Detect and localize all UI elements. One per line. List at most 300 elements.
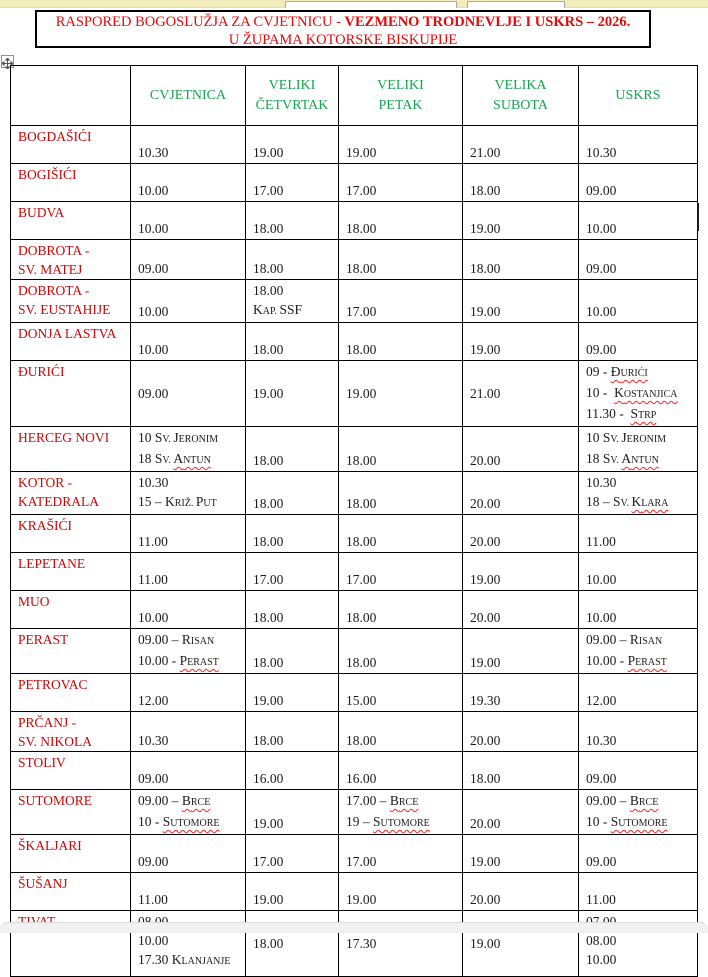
- column-header-line: VELIKI: [268, 77, 316, 93]
- time-cell[interactable]: [579, 835, 698, 873]
- title-line1-bold: VEZMENO TRODNEVLJE I USKRS – 2026.: [344, 14, 631, 30]
- schedule-table: [10, 65, 698, 977]
- time-cell[interactable]: [131, 202, 246, 240]
- spellcheck-underline: ERAST: [187, 657, 219, 668]
- cell-line: 10.00: [586, 952, 617, 967]
- cell-line: 09.00: [586, 771, 617, 786]
- time-cell[interactable]: [246, 515, 339, 553]
- time-cell[interactable]: [246, 911, 339, 977]
- column-header-line: PETAK: [378, 97, 423, 113]
- cell-line: 19.00: [346, 892, 377, 907]
- cell-line: 21.00: [470, 385, 501, 401]
- time-cell[interactable]: [579, 553, 698, 591]
- time-cell[interactable]: [339, 591, 463, 629]
- cell-line: 18.00: [253, 342, 284, 357]
- time-cell[interactable]: [131, 835, 246, 873]
- cell-line: 19.00: [253, 693, 284, 708]
- cell-line: 10.00 - PERAST: [586, 653, 667, 668]
- cell-line: 10 SV. JERONIM: [138, 430, 219, 445]
- cell-line: 09.00 – RISAN: [586, 632, 663, 647]
- time-cell[interactable]: [339, 873, 463, 911]
- cell-line: 08.00: [586, 933, 617, 948]
- table-row: [11, 240, 698, 280]
- time-cell[interactable]: [131, 280, 246, 323]
- toolbar-dropdown-fragment: [467, 1, 565, 8]
- cell-line: 10 SV. JERONIM: [586, 430, 667, 445]
- spellcheck-underline: A: [173, 451, 184, 466]
- spellcheck-underline: RCE: [398, 797, 419, 808]
- time-cell[interactable]: [339, 164, 463, 202]
- cell-line: 19.00: [346, 145, 377, 160]
- cell-line: 17.00: [253, 572, 284, 587]
- cell-line: 19.00: [253, 385, 284, 401]
- cell-line: 09.00: [586, 183, 617, 198]
- cell-line: 18.00: [346, 610, 377, 625]
- spellcheck-underline: K: [631, 494, 642, 509]
- table-row: [11, 790, 698, 835]
- time-cell[interactable]: [131, 164, 246, 202]
- cell-line: 17.30 KLANJANJE: [138, 952, 231, 967]
- time-cell[interactable]: [131, 361, 246, 427]
- time-cell[interactable]: [339, 674, 463, 712]
- spellcheck-underline: UTOMORE: [170, 818, 220, 829]
- cell-line: 18.00: [346, 496, 377, 511]
- time-cell[interactable]: [246, 712, 339, 752]
- time-cell[interactable]: [463, 591, 579, 629]
- spellcheck-underline: TRP: [638, 410, 657, 421]
- parish-name-cell[interactable]: [11, 790, 131, 835]
- time-cell[interactable]: [131, 911, 246, 977]
- cell-line: 20.00: [470, 534, 501, 549]
- time-cell[interactable]: [131, 126, 246, 164]
- parish-name-cell[interactable]: [11, 629, 131, 674]
- cell-line: 19.30: [470, 693, 501, 708]
- cell-line: 10.00: [138, 304, 169, 319]
- time-cell[interactable]: [463, 240, 579, 280]
- time-cell[interactable]: [339, 240, 463, 280]
- cell-line: 18.00: [253, 733, 284, 748]
- time-cell[interactable]: [463, 427, 579, 472]
- cell-line: 12.00: [586, 693, 617, 708]
- time-cell[interactable]: [579, 472, 698, 515]
- cell-line: 19.00: [470, 854, 501, 869]
- title-line-1: [37, 14, 649, 32]
- column-header[interactable]: [579, 66, 698, 126]
- time-cell[interactable]: [463, 515, 579, 553]
- time-cell[interactable]: [339, 911, 463, 977]
- spellcheck-underline: Đ: [610, 364, 621, 379]
- table-row: [11, 674, 698, 712]
- parish-name-cell[interactable]: [11, 280, 131, 323]
- parish-name-line: KRAŠIĆI: [18, 518, 73, 533]
- parish-name-cell[interactable]: [11, 164, 131, 202]
- table-row: [11, 752, 698, 790]
- cell-line: 11.00: [138, 572, 168, 587]
- parish-name-cell[interactable]: [11, 472, 131, 515]
- cell-line: 18 SV. ANTUN: [586, 451, 659, 466]
- spellcheck-underline: B: [389, 793, 399, 808]
- time-cell[interactable]: [463, 752, 579, 790]
- parish-name-cell[interactable]: [11, 323, 131, 361]
- header-row: [11, 66, 698, 126]
- cell-line: 19.00: [470, 935, 501, 951]
- toolbar-dropdown-fragment: [285, 1, 457, 8]
- time-cell[interactable]: [246, 164, 339, 202]
- time-cell[interactable]: [131, 752, 246, 790]
- time-cell[interactable]: [463, 126, 579, 164]
- cell-line: 15 – KRIŽ. PUT: [138, 494, 217, 509]
- table-row: [11, 515, 698, 553]
- cell-line: KAP. SSF: [253, 302, 302, 317]
- time-cell[interactable]: [579, 427, 698, 472]
- parish-name-line: DONJA LASTVA: [18, 326, 117, 341]
- schedule-title-box: [35, 10, 651, 48]
- cell-line: 10.00: [586, 610, 617, 625]
- time-cell[interactable]: [246, 323, 339, 361]
- time-cell[interactable]: [131, 323, 246, 361]
- cell-line: 18.00: [253, 610, 284, 625]
- parish-name-cell[interactable]: [11, 911, 131, 977]
- table-row: [11, 323, 698, 361]
- cell-line: 10 - SUTOMORE: [138, 814, 220, 829]
- spellcheck-underline: B: [181, 793, 191, 808]
- time-cell[interactable]: [246, 835, 339, 873]
- time-cell[interactable]: [339, 515, 463, 553]
- cell-line: 09.00: [138, 854, 169, 869]
- column-header[interactable]: [246, 66, 339, 126]
- time-cell[interactable]: [579, 361, 698, 427]
- cell-line: 18.00: [253, 283, 284, 298]
- cell-line: 10.30: [586, 475, 617, 490]
- cell-line: 18.00: [346, 733, 377, 748]
- table-row: [11, 591, 698, 629]
- time-cell[interactable]: [246, 629, 339, 674]
- cell-line: 11.30 - STRP: [586, 406, 657, 421]
- cell-line: 20.00: [470, 733, 501, 748]
- spellcheck-underline: P: [179, 653, 188, 668]
- spellcheck-underline: P: [627, 653, 636, 668]
- column-header-line: USKRS: [615, 87, 661, 103]
- time-cell[interactable]: [579, 629, 698, 674]
- table-row: [11, 427, 698, 472]
- cell-line: 09.00: [586, 261, 617, 276]
- cell-line: 09.00 – BRCE: [138, 793, 211, 808]
- time-cell[interactable]: [131, 515, 246, 553]
- time-cell[interactable]: [463, 472, 579, 515]
- spellcheck-underline: UTOMORE: [380, 818, 430, 829]
- spellcheck-underline: OSTANJICA: [623, 389, 678, 400]
- cell-line: 17.00: [346, 572, 377, 587]
- time-cell[interactable]: [339, 202, 463, 240]
- parish-name-cell[interactable]: [11, 361, 131, 427]
- cell-line: 09.00: [138, 771, 169, 786]
- cell-line: 16.00: [253, 771, 284, 786]
- time-cell[interactable]: [463, 361, 579, 427]
- time-cell[interactable]: [339, 323, 463, 361]
- time-cell[interactable]: [246, 361, 339, 427]
- spellcheck-underline: S: [373, 814, 381, 829]
- parish-name-cell[interactable]: [11, 835, 131, 873]
- time-cell[interactable]: [339, 427, 463, 472]
- cell-line: 12.00: [138, 693, 169, 708]
- cell-line: 20.00: [470, 453, 501, 468]
- time-cell[interactable]: [131, 712, 246, 752]
- column-header[interactable]: [463, 66, 579, 126]
- column-header[interactable]: [339, 66, 463, 126]
- time-cell[interactable]: [463, 712, 579, 752]
- time-cell[interactable]: [579, 674, 698, 712]
- cell-line: 18.00: [253, 655, 284, 670]
- time-cell[interactable]: [131, 427, 246, 472]
- spellcheck-underline: K: [614, 385, 624, 400]
- cell-line: 18.00: [253, 935, 284, 951]
- scrollbar-thumb[interactable]: [697, 203, 699, 231]
- corner-header-cell[interactable]: [11, 66, 131, 126]
- table-row: [11, 202, 698, 240]
- time-cell[interactable]: [579, 911, 698, 977]
- cell-line: 11.00: [586, 892, 616, 907]
- spellcheck-underline: B: [629, 793, 639, 808]
- parish-name-line: PRČANJ -: [18, 715, 77, 730]
- parish-name-line: HERCEG NOVI: [18, 430, 110, 445]
- cell-line: 18.00: [253, 221, 284, 236]
- column-header-line: VELIKI: [377, 77, 424, 93]
- cell-line: 16.00: [346, 771, 377, 786]
- cell-line: 18.00: [346, 261, 377, 276]
- time-cell[interactable]: [339, 712, 463, 752]
- time-cell[interactable]: [339, 790, 463, 835]
- cell-line: 20.00: [470, 816, 501, 831]
- time-cell[interactable]: [131, 240, 246, 280]
- cell-line: 10.00: [138, 933, 169, 948]
- time-cell[interactable]: [131, 591, 246, 629]
- cell-line: 19.00: [253, 816, 284, 831]
- cell-line: 10.00: [586, 304, 617, 319]
- spellcheck-underline: A: [621, 451, 632, 466]
- cell-line: 17.00: [346, 304, 377, 319]
- time-cell[interactable]: [463, 280, 579, 323]
- cell-line: 09.00: [138, 385, 169, 401]
- cell-line: 19.00: [470, 221, 501, 236]
- parish-name-line: DOBROTA -: [18, 283, 90, 298]
- parish-name-line: KOTOR -: [18, 475, 73, 490]
- parish-name-cell[interactable]: [11, 427, 131, 472]
- time-cell[interactable]: [246, 591, 339, 629]
- time-cell[interactable]: [246, 553, 339, 591]
- parish-name-cell[interactable]: [11, 240, 131, 280]
- cell-line: 20.00: [470, 610, 501, 625]
- cell-line: 10.30: [138, 145, 169, 160]
- time-cell[interactable]: [246, 240, 339, 280]
- time-cell[interactable]: [463, 629, 579, 674]
- time-cell[interactable]: [339, 629, 463, 674]
- parish-name-line: MUO: [18, 594, 50, 609]
- time-cell[interactable]: [339, 280, 463, 323]
- cell-line: 17.00: [253, 183, 284, 198]
- title-line1-regular: RASPORED BOGOSLUŽJA ZA CVJETNICU -: [55, 14, 345, 30]
- cell-line: 18.00: [346, 221, 377, 236]
- spellcheck-underline: URIĆI: [620, 368, 648, 379]
- time-cell[interactable]: [246, 472, 339, 515]
- parish-name-line: ĐURIĆI: [18, 364, 65, 379]
- time-cell[interactable]: [339, 126, 463, 164]
- column-header-line: VELIKA: [494, 77, 547, 93]
- time-cell[interactable]: [131, 873, 246, 911]
- time-cell[interactable]: [579, 126, 698, 164]
- spellcheck-underline: NTUN: [631, 455, 659, 466]
- spellcheck-underline: S: [610, 814, 619, 829]
- cell-line: 17.00: [346, 183, 377, 198]
- table-row: [11, 280, 698, 323]
- parish-name-line: SV. MATEJ: [18, 262, 83, 277]
- column-header-line: CVJETNICA: [149, 87, 227, 103]
- time-cell[interactable]: [463, 835, 579, 873]
- cell-line: 10 - SUTOMORE: [586, 814, 668, 829]
- table-row: [11, 712, 698, 752]
- parish-name-cell[interactable]: [11, 712, 131, 752]
- cell-line: 11.00: [138, 892, 168, 907]
- cell-line: 18.00: [470, 261, 501, 276]
- time-cell[interactable]: [463, 553, 579, 591]
- time-cell[interactable]: [246, 674, 339, 712]
- cell-line: 18 SV. ANTUN: [138, 451, 211, 466]
- parish-name-line: LEPETANE: [18, 556, 86, 571]
- time-cell[interactable]: [579, 515, 698, 553]
- time-cell[interactable]: [246, 752, 339, 790]
- time-cell[interactable]: [463, 790, 579, 835]
- parish-name-cell[interactable]: [11, 553, 131, 591]
- cell-line: 10.00: [586, 221, 617, 236]
- cell-line: 21.00: [470, 145, 501, 160]
- cell-line: 10.00: [138, 342, 169, 357]
- time-cell[interactable]: [579, 202, 698, 240]
- cell-line: 20.00: [470, 892, 501, 907]
- parish-name-cell[interactable]: [11, 202, 131, 240]
- time-cell[interactable]: [246, 873, 339, 911]
- time-cell[interactable]: [131, 790, 246, 835]
- cell-line: 18.00: [346, 534, 377, 549]
- time-cell[interactable]: [246, 427, 339, 472]
- time-cell[interactable]: [463, 911, 579, 977]
- time-cell[interactable]: [579, 752, 698, 790]
- cell-line: 09.00 – RISAN: [138, 632, 215, 647]
- parish-name-line: BOGDAŠIĆI: [18, 129, 92, 144]
- cell-line: 15.00: [346, 693, 377, 708]
- cell-line: 10.00: [138, 610, 169, 625]
- cell-line: 10.00 - PERAST: [138, 653, 219, 668]
- time-cell[interactable]: [463, 323, 579, 361]
- cell-line: 18.00: [253, 261, 284, 276]
- parish-name-line: SV. EUSTAHIJE: [18, 302, 111, 317]
- spellcheck-underline: LARA: [641, 498, 669, 509]
- time-cell[interactable]: [579, 280, 698, 323]
- time-cell[interactable]: [579, 873, 698, 911]
- table-row: [11, 361, 698, 427]
- cell-line: 18.00: [253, 453, 284, 468]
- time-cell[interactable]: [579, 790, 698, 835]
- cell-line: 09.00: [138, 261, 169, 276]
- time-cell[interactable]: [131, 553, 246, 591]
- column-header-line: SUBOTA: [493, 97, 548, 113]
- parish-name-cell[interactable]: [11, 591, 131, 629]
- time-cell[interactable]: [579, 712, 698, 752]
- cell-line: 10.30: [586, 145, 617, 160]
- time-cell[interactable]: [463, 202, 579, 240]
- time-cell[interactable]: [131, 472, 246, 515]
- parish-name-line: BUDVA: [18, 205, 65, 220]
- time-cell[interactable]: [463, 164, 579, 202]
- cell-line: 19 – SUTOMORE: [346, 814, 430, 829]
- time-cell[interactable]: [246, 790, 339, 835]
- bottom-panel-edge: [0, 922, 708, 933]
- table-row: [11, 629, 698, 674]
- cell-line: 10.30: [138, 475, 169, 490]
- parish-name-line: STOLIV: [18, 755, 66, 770]
- time-cell[interactable]: [579, 240, 698, 280]
- cell-line: 11.00: [586, 534, 616, 549]
- column-header[interactable]: [131, 66, 246, 126]
- time-cell[interactable]: [131, 674, 246, 712]
- time-cell[interactable]: [463, 674, 579, 712]
- parish-name-cell[interactable]: [11, 873, 131, 911]
- table-row: [11, 873, 698, 911]
- cell-line: 17.30: [346, 935, 377, 951]
- column-header-line: ČETVRTAK: [255, 97, 329, 113]
- time-cell[interactable]: [339, 553, 463, 591]
- time-cell[interactable]: [339, 361, 463, 427]
- table-row: [11, 835, 698, 873]
- cell-line: 17.00: [253, 854, 284, 869]
- parish-name-cell[interactable]: [11, 126, 131, 164]
- title-line-2: U ŽUPAMA KOTORSKE BISKUPIJE: [228, 31, 458, 48]
- cell-line: 19.00: [470, 342, 501, 357]
- time-cell[interactable]: [579, 591, 698, 629]
- parish-name-cell[interactable]: [11, 674, 131, 712]
- time-cell[interactable]: [131, 629, 246, 674]
- cell-line: 10.00: [138, 183, 169, 198]
- time-cell[interactable]: [246, 126, 339, 164]
- time-cell[interactable]: [246, 202, 339, 240]
- time-cell[interactable]: [339, 835, 463, 873]
- cell-line: 11.00: [138, 534, 168, 549]
- parish-name-line: BOGIŠIĆI: [18, 167, 77, 182]
- cell-line: 18.00: [253, 496, 284, 511]
- parish-name-line: SV. NIKOLA: [18, 734, 93, 749]
- cell-line: 19.00: [470, 572, 501, 587]
- time-cell[interactable]: [579, 164, 698, 202]
- parish-name-cell[interactable]: [11, 752, 131, 790]
- time-cell[interactable]: [339, 472, 463, 515]
- parish-name-cell[interactable]: [11, 515, 131, 553]
- cell-line: 19.00: [470, 655, 501, 670]
- cell-line: 09.00: [586, 342, 617, 357]
- parish-name-line: SUTOMORE: [18, 793, 93, 808]
- time-cell[interactable]: [246, 280, 339, 323]
- parish-name-line: ŠKALJARI: [18, 838, 82, 853]
- table-row: [11, 164, 698, 202]
- cell-line: 17.00 – BRCE: [346, 793, 419, 808]
- parish-name-line: DOBROTA -: [18, 243, 90, 258]
- cell-line: 18.00: [470, 183, 501, 198]
- cell-line: 10.30: [138, 733, 169, 748]
- time-cell[interactable]: [339, 752, 463, 790]
- cell-line: 18.00: [346, 453, 377, 468]
- cell-line: 09 - ĐURIĆI: [586, 364, 648, 379]
- time-cell[interactable]: [463, 873, 579, 911]
- time-cell[interactable]: [579, 323, 698, 361]
- cell-line: 10.00: [586, 572, 617, 587]
- cell-line: 19.00: [253, 145, 284, 160]
